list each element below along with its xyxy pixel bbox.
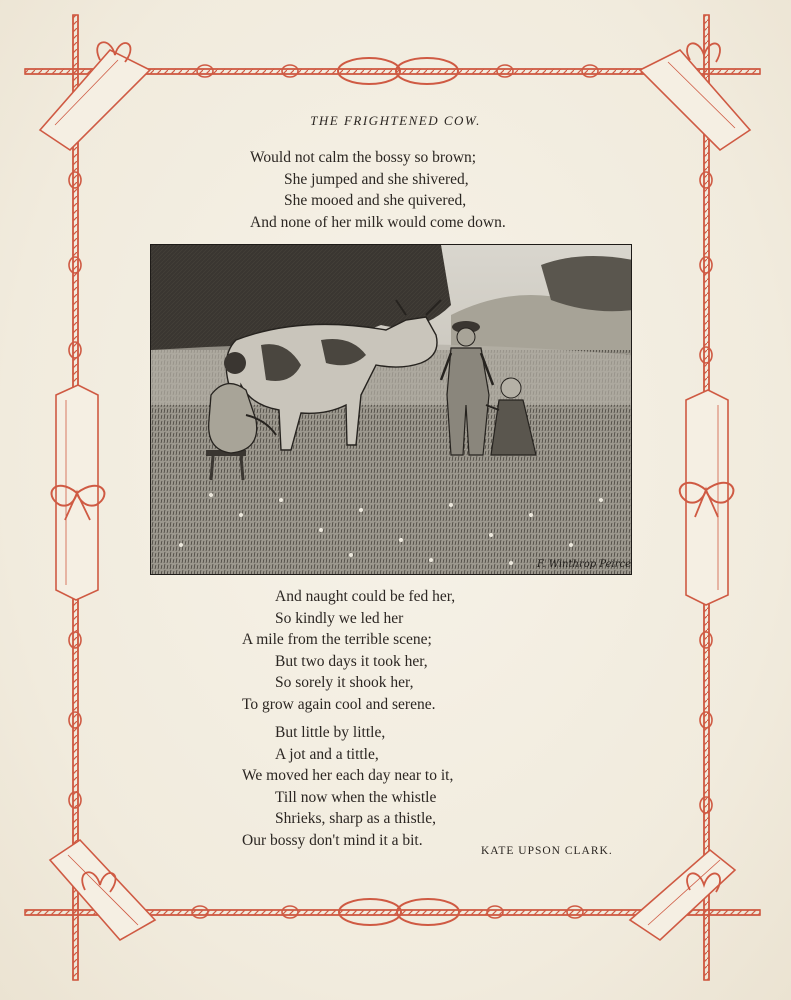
stanza-1	[250, 147, 506, 233]
poem-line: So kindly we led her	[275, 609, 404, 627]
poem-line: And naught could be fed her,	[275, 588, 456, 605]
poem-line: Till now when the whistle	[275, 788, 437, 806]
poem-title: THE FRIGHTENED COW.	[310, 113, 481, 128]
poem-line: She mooed and she quivered,	[284, 192, 467, 209]
poem-line: She jumped and she shivered,	[284, 170, 469, 188]
stanza-3	[242, 722, 453, 851]
poem-line: We moved her each day near to it,	[242, 767, 454, 784]
poem-line: To grow again cool and serene.	[242, 695, 436, 713]
poem-line: But two days it took her,	[275, 652, 428, 670]
stanza-2	[242, 586, 455, 715]
poem-line: But little by little,	[275, 724, 386, 741]
poem-line: Would not calm the bossy so brown;	[250, 149, 477, 166]
engraving-illustration	[150, 244, 632, 575]
poem-line: A mile from the terrible scene;	[242, 631, 432, 648]
author-credit: KATE UPSON CLARK.	[481, 845, 613, 857]
artist-signature: F. Winthrop Peirce	[537, 559, 632, 570]
poem-line: So sorely it shook her,	[275, 674, 414, 691]
poem-line: Our bossy don't mind it a bit.	[242, 831, 423, 849]
poem-line: And none of her milk would come down.	[250, 213, 506, 231]
poem-line: A jot and a tittle,	[275, 745, 379, 763]
poem-line: Shrieks, sharp as a thistle,	[275, 810, 437, 827]
farm-scene-image	[151, 245, 632, 575]
